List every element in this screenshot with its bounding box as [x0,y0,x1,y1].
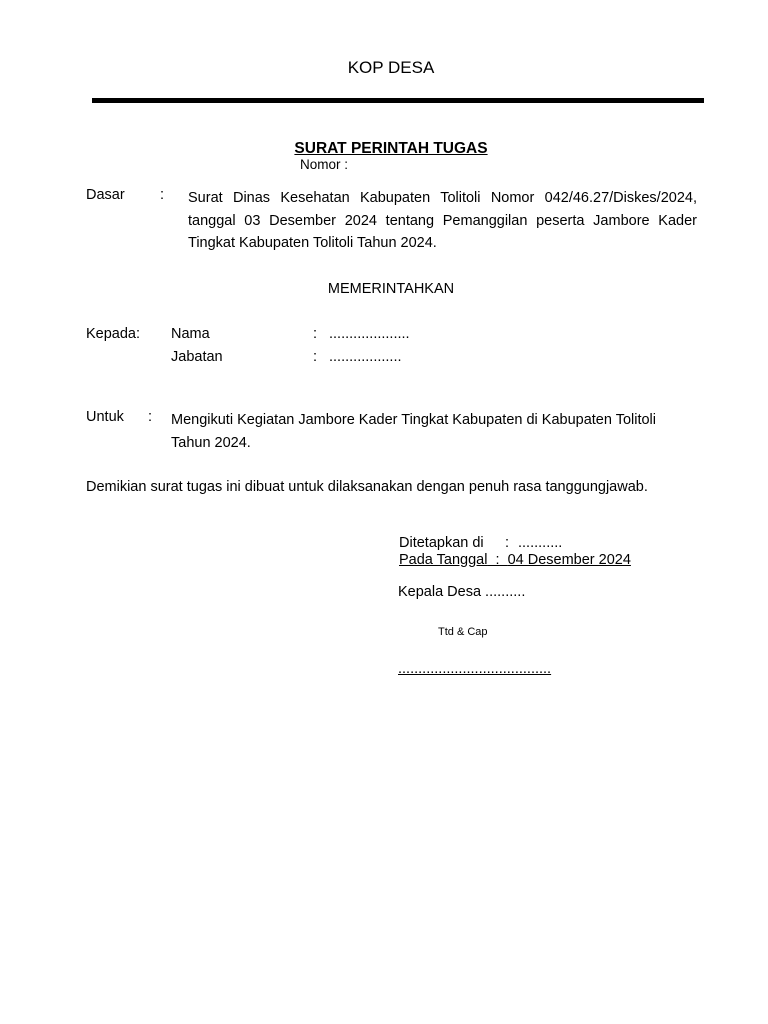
jabatan-label: Jabatan [171,349,223,365]
untuk-label: Untuk [86,409,124,425]
document-number-label: Nomor : [300,157,349,172]
untuk-line: Tahun 2024. [171,434,251,451]
letterhead-title: KOP DESA [347,58,435,77]
memerintahkan-heading: MEMERINTAHKAN [327,281,455,297]
signature-stamp-note: Ttd & Cap [438,626,488,638]
nama-colon: : [313,326,318,342]
ditetapkan-colon: : [505,535,510,551]
dasar-text [188,187,697,255]
dasar-label: Dasar [86,187,125,203]
dasar-line: Surat Dinas Kesehatan Kabupaten Tolitoli Nomor 042/46.27/Diskes/2024, [188,190,697,206]
letterhead-divider [92,98,704,103]
tanggal-label: Pada Tanggal [399,552,488,568]
ditetapkan-label: Ditetapkan di [399,535,484,551]
dasar-colon: : [160,187,165,203]
kepada-label: Kepada: [86,326,141,342]
tanggal-row [399,552,631,568]
dasar-line: tanggal 03 Desember 2024 tentang Pemanggilan peserta Jambore Kader [188,212,697,229]
tanggal-colon: : [495,552,500,568]
untuk-text [171,409,701,454]
signatory-position: Kepala Desa .......... [398,584,526,600]
jabatan-colon: : [313,349,318,365]
untuk-colon: : [148,409,153,425]
signatory-name-line: ...................................... [398,661,552,677]
dasar-line: Tingkat Kabupaten Tolitoli Tahun 2024. [188,235,437,251]
tanggal-value: 04 Desember 2024 [507,552,631,568]
closing-statement: Demikian surat tugas ini dibuat untuk dilaksanakan dengan penuh rasa tanggungjawab. [86,479,648,495]
jabatan-value: .................. [329,349,402,365]
ditetapkan-value: ........... [518,535,563,551]
nama-value: .................... [329,326,410,342]
nama-label: Nama [171,326,210,342]
untuk-line: Mengikuti Kegiatan Jambore Kader Tingkat Kabupaten di Kabupaten Tolitoli [171,412,656,428]
document-title: SURAT PERINTAH TUGAS [294,140,488,157]
